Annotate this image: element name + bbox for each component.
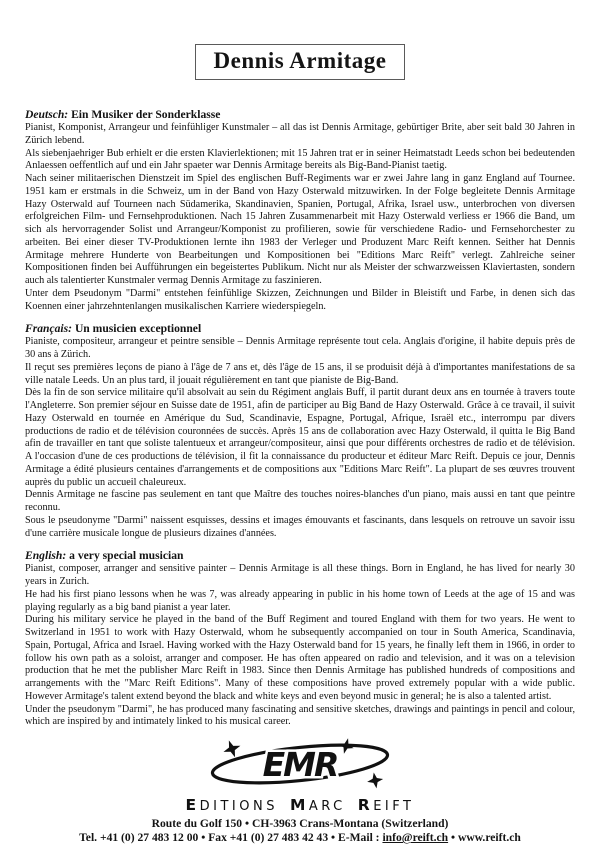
section-deutsch xyxy=(25,108,575,313)
section-heading-english xyxy=(25,549,575,562)
page-title: Dennis Armitage xyxy=(213,48,387,73)
paragraph: Nach seiner militaerischen Dienstzeit im Spiel des englischen Buff-Regiments war er zwei Jahre lang in ganz England auf Tournee. 1951 kam er erstmals in die Schweiz, um in der Band von Hazy Osterwald mitzuwirken. In der Folge begleitete Dennis Armitage Hazy Osterwald auf Tourneen nach Südamerika, Skandinavien, Spanien, Portugal, Afrika, Israel usw., unterbrochen von diversen erfolgreichen Film- und Fernsehproduktionen. Nach 15 Jahren Zusammenarbeit mit Hazy Osterwald verliess er 1966 die Band, um sich als hervorragender Solist und Arrangeur/Komponist zu profilieren, sowie für verschiedene Radio- und Fernsehorchester zu arbeiten. Bei einer dieser TV-Produktionen lernte ihn 1983 der Verleger und Produzent Marc Reift kennen. Seither hat Dennis Armitage mehrere Hunderte von Bearbeitungen und Kompositionen bei "Editions Marc Reift" verlegt. Zahlreiche seiner Kompositionen finden bei Aufführungen ein begeistertes Publikum. Nicht nur als Meister der schwarzweissen Klaviertasten, sondern auch als talentierter Kunstmaler vermag Dennis Armitage zu faszinieren. xyxy=(25,173,575,286)
section-title: a very special musician xyxy=(69,549,184,563)
paragraph: Il reçut ses premières leçons de piano à l'âge de 7 ans et, dès l'âge de 15 ans, il se produisit déjà à d'importantes manifestations de sa ville natale Leeds. Un an plus tard, il jouait régulièrement en tant que pianiste de Big-Band. xyxy=(25,361,575,386)
paragraph: He had his first piano lessons when he was 7, was already appearing in public in his home town of Leeds at the age of 15 and was playing regularly as a big band pianist a year later. xyxy=(25,588,575,613)
publisher-name-initial: R xyxy=(357,796,374,814)
publisher-name xyxy=(25,796,575,814)
footer xyxy=(25,817,575,845)
section-title: Un musicien exceptionnel xyxy=(74,322,202,336)
paragraph: Sous le pseudonyme "Darmi" naissent esquisses, dessins et images émouvants et fascinants, dans lesquels on retrouve un savoir issu d'une carrière musicale longue de plusieurs dizaines d'années. xyxy=(25,514,575,539)
section-heading-deutsch xyxy=(25,108,575,121)
email-link[interactable]: info@reift.ch xyxy=(382,831,449,844)
paragraph: Pianiste, compositeur, arrangeur et peintre sensible – Dennis Armitage représente tout cela. Anglais d'origine, il habite depuis près de 30 ans à Zürich. xyxy=(25,336,575,360)
section-title: Ein Musiker der Sonderklasse xyxy=(71,108,221,121)
paragraph: Pianist, composer, arranger and sensitive painter – Dennis Armitage is all these things. Born in England, he has lived for nearly 30 years in Zurich. xyxy=(25,563,575,587)
publisher-logo-block xyxy=(25,738,575,814)
title-box xyxy=(195,44,406,80)
publisher-name-rest: ARC xyxy=(308,799,346,814)
publisher-address: Route du Golf 150 • CH-3963 Crans-Montana (Switzerland) xyxy=(151,817,449,830)
sections-container xyxy=(25,108,575,729)
paragraph: Pianist, Komponist, Arrangeur und feinfühliger Kunstmaler – all das ist Dennis Armitage, gebürtiger Brite, aber seit bald 30 Jahren in Zürich lebend. xyxy=(25,122,575,146)
language-label: Deutsch: xyxy=(25,108,69,121)
paragraph: Under the pseudonym "Darmi", he has produced many fascinating and sensitive sketches, drawings and paintings in pencil and colour, which are inspired by and intimately linked to his musical career. xyxy=(25,703,575,728)
emr-logo-icon xyxy=(205,738,395,790)
publisher-name-rest: EIFT xyxy=(373,799,415,814)
paragraph: Dennis Armitage ne fascine pas seulement en tant que Maître des touches noires-blanches d'un piano, mais aussi en tant que peintre reconnu. xyxy=(25,489,575,513)
emr-logo-text: EMR xyxy=(262,745,338,784)
website-text: www.reift.ch xyxy=(457,831,521,844)
publisher-name-initial: E xyxy=(185,796,200,814)
language-label: English: xyxy=(25,549,67,563)
publisher-name-rest: DITIONS xyxy=(199,799,278,814)
contact-line xyxy=(25,831,575,845)
paragraph: Dès la fin de son service militaire qu'il absolvait au sein du Régiment anglais Buff, il partit durant deux ans en tournée à travers toute l'Angleterre. Son premier séjour en Suisse date de 1951, afin de participer au Big Band de Hazy Osterwald. Grâce à ce travail, il suivit Hazy Osterwald en tournée en Amérique du Sud, Scandinavie, Espagne, Portugal, Afrique, Israël etc., interrompu par divers productions de radio et de télévision couronnées de succès. Après 15 ans de collaboration avec Hazy Osterwald, il quitta le Big Band afin de travailler en tant que soliste talentueux et arrangeur/compositeur, ainsi que pour différents orchestres de radio et de télévision. A l'occasion d'une de ces productions de télévision, il fit la connaissance du producteur et éditeur Marc Reift. Depuis ce jour, Dennis Armitage a édité plusieurs centaines d'arrangements et de compositions aux "Editions Marc Reift". La plupart de ses œuvres trouvent auprès du public un accueil chaleureux. xyxy=(25,387,575,488)
section-heading-francais xyxy=(25,322,575,335)
paragraph: During his military service he played in the band of the Buff Regiment and toured England with them for two years. He went to Switzerland in 1951 to work with Hazy Osterwald, whom he subsequently accompanied on tour in South America, Scandinavia, Spain, Portugal, Africa and Israel. Having worked with the Hazy Osterwald band for 15 years, he finally left them in 1966, in order to follow his own path as a soloist, arranger and composer. He has often appeared on radio and television, and it was on a television production that he met the publisher Marc Reift in 1983. Since then Dennis Armitage has published hundreds of compositions and arrangements with the "Marc Reift Editions". Many of these compositions have proved extremely popular with a wide public. However Armitage's talent extend beyond the black and white keys and even beyond music in general; he is also a talented artist. xyxy=(25,614,575,702)
section-english xyxy=(25,549,575,729)
paragraph: Unter dem Pseudonym "Darmi" entstehen feinfühlige Skizzen, Zeichnungen und Bilder in Bleistift und Farbe, in denen sich das Koennen einer jahrzehntenlangen musikalischen Karriere wiederspiegeln. xyxy=(25,287,575,312)
star-icon xyxy=(366,771,385,790)
paragraph: Als siebenjaehriger Bub erhielt er die ersten Klavierlektionen; mit 15 Jahren trat er in seiner Heimatstadt Leeds schon bei bedeutenden Anlaessen oeffentlich auf und ein Jahr spaeter war Dennis Armitage bereits als Big-Band-Pianist taetig. xyxy=(25,147,575,172)
contact-separator: • xyxy=(448,831,458,844)
section-francais xyxy=(25,322,575,540)
contact-text: Tel. +41 (0) 27 483 12 00 • Fax +41 (0) 27 483 42 43 • E-Mail : xyxy=(79,831,383,844)
publisher-name-initial: M xyxy=(289,796,309,814)
language-label: Français: xyxy=(25,322,73,336)
